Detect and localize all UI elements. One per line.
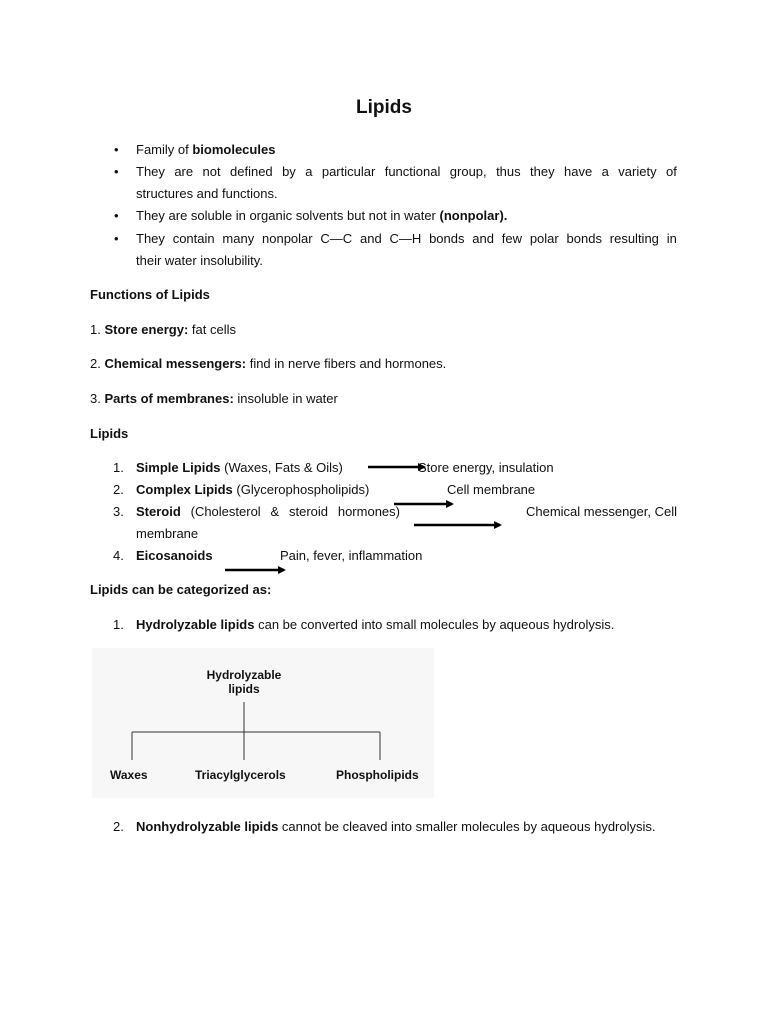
function-item-2 — [90, 356, 446, 372]
functions-heading: Functions of Lipids — [90, 287, 210, 302]
word: & — [270, 504, 280, 519]
function-item-text: insoluble in water — [233, 391, 338, 406]
page-title: Lipids — [356, 97, 412, 118]
bullet-4-line-2: their water insolubility. — [136, 253, 263, 268]
function-item-bold: Store energy: — [104, 322, 189, 337]
category-item-bold: Nonhydrolyzable lipids — [136, 819, 279, 834]
word: C—C — [320, 231, 353, 246]
diagram-root-label — [194, 668, 294, 696]
function-item-number: 2. — [90, 356, 105, 371]
diagram-child-triacylglycerols: Triacylglycerols — [195, 768, 286, 782]
lipid-item-4-number: 4. — [113, 548, 124, 563]
word: few — [501, 231, 523, 246]
bullet-3 — [136, 208, 507, 224]
bullet-3-bold: (nonpolar). — [439, 208, 508, 223]
bullet-1 — [136, 142, 275, 158]
word: particular — [321, 164, 376, 179]
function-item-bold: Parts of membranes: — [104, 391, 234, 406]
word: and — [360, 231, 382, 246]
diagram-child-phospholipids: Phospholipids — [336, 768, 419, 782]
lipid-item-bold: Complex Lipids — [136, 482, 233, 497]
lipid-item-3-number: 3. — [113, 504, 124, 519]
lipid-item-2-arrow-label: Cell membrane — [447, 482, 536, 497]
word: nonpolar — [262, 231, 313, 246]
bullet-icon: • — [114, 142, 119, 157]
category-item-1 — [136, 617, 614, 633]
word: not — [202, 164, 221, 179]
word: thus — [496, 164, 521, 179]
lipid-item-3-arrow-label: Chemical messenger, Cell — [525, 504, 677, 519]
word: they — [530, 164, 555, 179]
word: variety — [618, 164, 657, 179]
function-item-text: find in nerve fibers and hormones. — [246, 356, 447, 371]
bullet-1-text: Family of — [136, 142, 193, 157]
word: have — [564, 164, 593, 179]
lipid-item-1-arrow-label: Store energy, insulation — [418, 460, 554, 475]
diagram-root-line-1: Hydrolyzable — [206, 668, 282, 682]
function-item-text: fat cells — [188, 322, 236, 337]
word: (Cholesterol — [190, 504, 261, 519]
word: defined — [230, 164, 273, 179]
function-item-3 — [90, 391, 338, 407]
lipid-item-text: (Waxes, Fats & Oils) — [220, 460, 343, 475]
word: polar — [529, 231, 559, 246]
bullet-icon: • — [114, 208, 119, 223]
lipid-item-1 — [136, 460, 343, 476]
category-item-2 — [136, 819, 656, 835]
diagram-root-line-2: lipids — [228, 682, 260, 696]
word: contain — [172, 231, 215, 246]
lipid-item-1-number: 1. — [113, 460, 124, 475]
bullet-4-line-1 — [136, 231, 677, 247]
lipid-item-2-number: 2. — [113, 482, 124, 497]
word: bonds — [566, 231, 602, 246]
word: steroid — [289, 504, 329, 519]
lipid-item-4-arrow-label: Pain, fever, inflammation — [280, 548, 423, 563]
word: a — [601, 164, 609, 179]
lipid-item-3-continuation: membrane — [136, 526, 199, 541]
function-item-number: 1. — [90, 322, 105, 337]
word: many — [222, 231, 255, 246]
word: resulting — [609, 231, 659, 246]
lipid-item-2 — [136, 482, 369, 498]
bullet-2-line-2: structures and functions. — [136, 186, 278, 201]
categorized-heading: Lipids can be categorized as: — [90, 582, 272, 597]
lipid-item-bold: Steroid — [136, 504, 181, 519]
category-item-bold: Hydrolyzable lipids — [136, 617, 255, 632]
lipid-item-4: Eicosanoids — [136, 548, 213, 563]
word: They — [136, 231, 165, 246]
bullet-1-bold: biomolecules — [192, 142, 276, 157]
bullet-icon: • — [114, 231, 119, 246]
category-item-2-number: 2. — [113, 819, 124, 834]
word: are — [174, 164, 194, 179]
word: group, — [449, 164, 487, 179]
word: in — [666, 231, 677, 246]
bullet-2-line-1 — [136, 164, 677, 180]
word: hormones) — [337, 504, 400, 519]
function-item-1 — [90, 322, 236, 338]
word: C—H — [389, 231, 422, 246]
word: of — [665, 164, 677, 179]
lipid-item-bold: Simple Lipids — [136, 460, 221, 475]
bullet-3-text: They are soluble in organic solvents but not in water — [136, 208, 440, 223]
category-item-text: cannot be cleaved into smaller molecules by aqueous hydrolysis. — [278, 819, 656, 834]
word: functional — [384, 164, 441, 179]
word: bonds — [429, 231, 465, 246]
word: and — [472, 231, 494, 246]
word: by — [282, 164, 296, 179]
category-item-text: can be converted into small molecules by aqueous hydrolysis. — [254, 617, 615, 632]
lipid-item-text: (Glycerophospholipids) — [232, 482, 370, 497]
word: a — [305, 164, 313, 179]
function-item-number: 3. — [90, 391, 105, 406]
function-item-bold: Chemical messengers: — [104, 356, 247, 371]
word: They — [136, 164, 165, 179]
bullet-icon: • — [114, 164, 119, 179]
diagram-child-waxes: Waxes — [110, 768, 148, 782]
category-item-1-number: 1. — [113, 617, 124, 632]
hydrolyzable-lipids-diagram — [92, 648, 434, 798]
lipids-heading: Lipids — [90, 426, 129, 441]
lipid-item-3 — [136, 504, 400, 520]
